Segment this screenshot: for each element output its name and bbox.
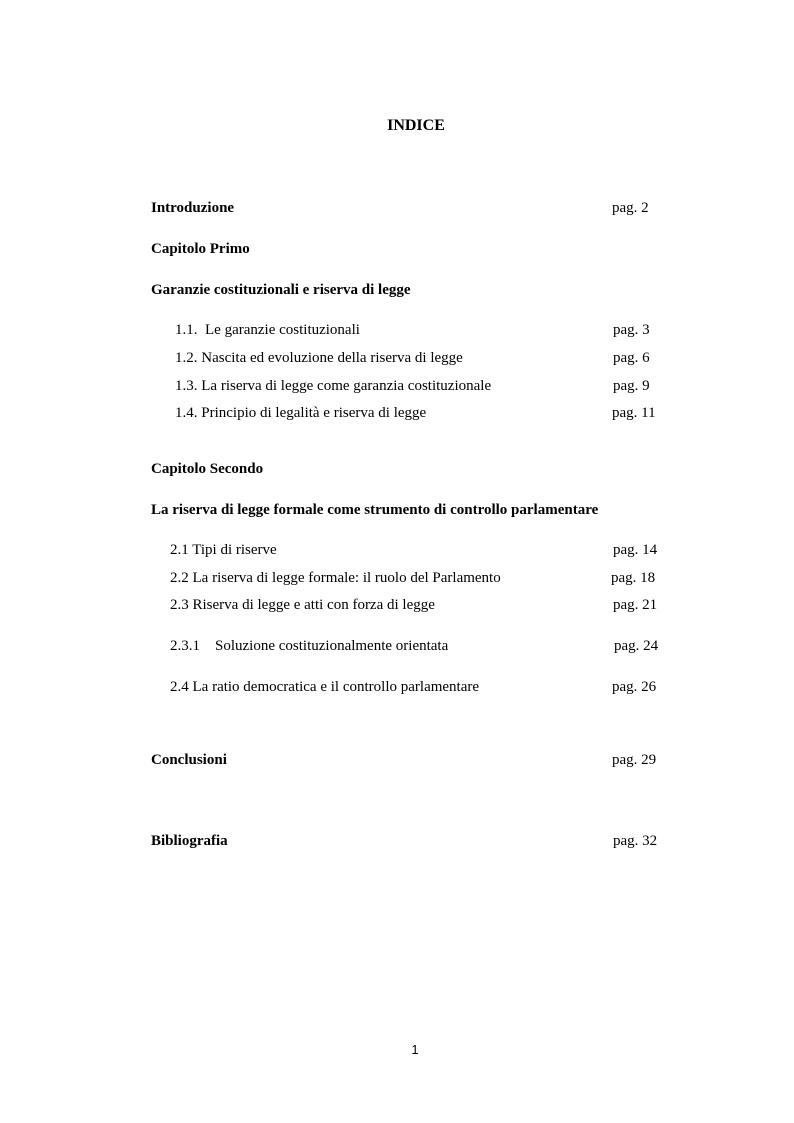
toc-item-1-1-label[interactable]: 1.1. Le garanzie costituzionali xyxy=(175,322,360,338)
toc-item-2-1-label[interactable]: 2.1 Tipi di riserve xyxy=(170,542,277,558)
toc-item-2-2-label[interactable]: 2.2 La riserva di legge formale: il ruolo del Parlamento xyxy=(170,570,501,586)
toc-item-1-4-label[interactable]: 1.4. Principio di legalità e riserva di legge xyxy=(175,405,427,421)
toc-item-2-1-page: pag. 14 xyxy=(613,542,658,558)
chapter-1-subtitle: Garanzie costituzionali e riserva di legge xyxy=(151,282,411,298)
toc-item-2-3-1-label[interactable]: 2.3.1 Soluzione costituzionalmente orientata xyxy=(170,638,449,654)
toc-bibliography-label[interactable]: Bibliografia xyxy=(151,833,228,849)
toc-intro-page: pag. 2 xyxy=(612,200,649,216)
toc-conclusions-label[interactable]: Conclusioni xyxy=(151,752,227,768)
toc-item-2-3-label[interactable]: 2.3 Riserva di legge e atti con forza di legge xyxy=(170,597,435,613)
toc-item-2-3-1-page: pag. 24 xyxy=(614,638,659,654)
toc-item-1-2-page: pag. 6 xyxy=(613,350,650,366)
toc-item-2-3-page: pag. 21 xyxy=(613,597,658,613)
toc-item-1-4-page: pag. 11 xyxy=(612,405,656,421)
chapter-2-subtitle: La riserva di legge formale come strumento di controllo parlamentare xyxy=(151,502,599,518)
toc-item-2-2-page: pag. 18 xyxy=(611,570,656,586)
toc-item-2-4-page: pag. 26 xyxy=(612,679,657,695)
toc-bibliography-page: pag. 32 xyxy=(613,833,658,849)
chapter-2-heading[interactable]: Capitolo Secondo xyxy=(151,461,264,477)
toc-conclusions-page: pag. 29 xyxy=(612,752,657,768)
toc-intro-label[interactable]: Introduzione xyxy=(151,200,235,216)
toc-item-2-4-label[interactable]: 2.4 La ratio democratica e il controllo parlamentare xyxy=(170,679,480,695)
toc-item-1-2-label[interactable]: 1.2. Nascita ed evoluzione della riserva di legge xyxy=(175,350,463,366)
toc-item-1-1-page: pag. 3 xyxy=(613,322,650,338)
page-number: 1 xyxy=(411,1042,419,1057)
page-title: INDICE xyxy=(387,117,445,134)
toc-item-1-3-page: pag. 9 xyxy=(613,378,650,394)
toc-item-1-3-label[interactable]: 1.3. La riserva di legge come garanzia costituzionale xyxy=(175,378,492,394)
chapter-1-heading[interactable]: Capitolo Primo xyxy=(151,241,250,257)
